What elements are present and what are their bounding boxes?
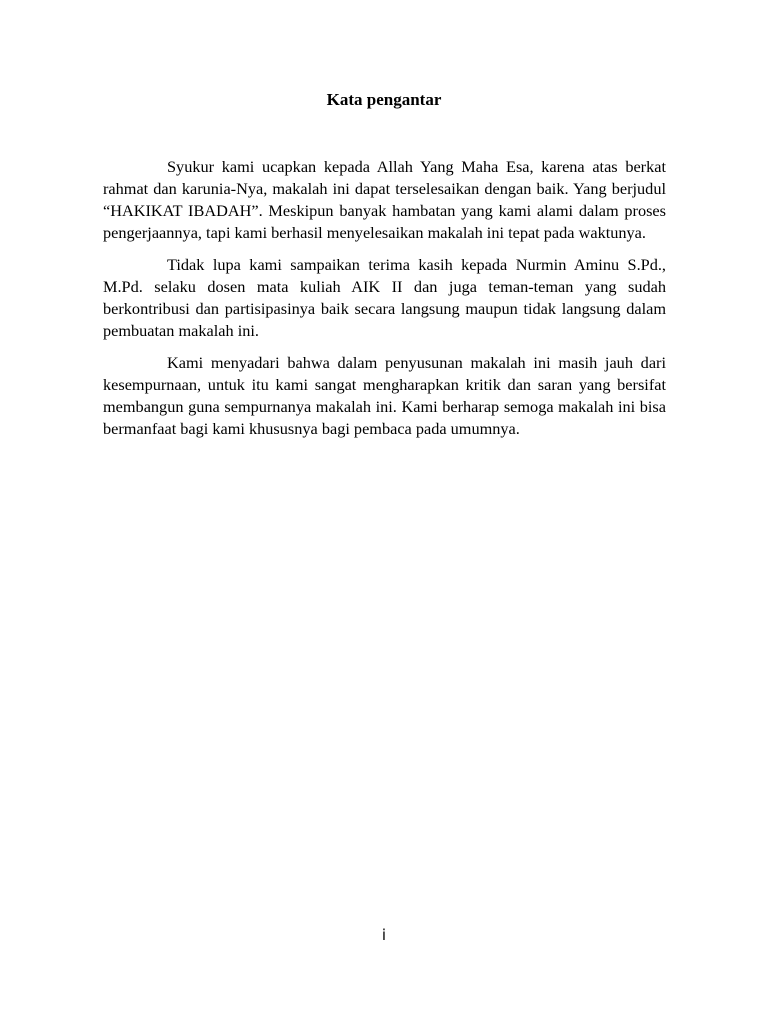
paragraph-2: Tidak lupa kami sampaikan terima kasih kepada Nurmin Aminu S.Pd., M.Pd. selaku dosen mata kuliah AIK II dan juga teman-teman yang sudah berkontribusi dan partisipasinya baik secara langsung maupun tidak langsung dalam pembuatan makalah ini. <box>103 255 666 340</box>
page-number: i <box>381 926 387 944</box>
paragraph-3: Kami menyadari bahwa dalam penyusunan makalah ini masih jauh dari kesempurnaan, untuk itu kami sangat mengharapkan kritik dan saran yang bersifat membangun guna sempurnanya makalah ini. Kami berharap semoga makalah ini bisa bermanfaat bagi kami khususnya bagi pembaca pada umumnya. <box>103 353 666 438</box>
document-body <box>103 156 666 450</box>
paragraph-1: Syukur kami ucapkan kepada Allah Yang Maha Esa, karena atas berkat rahmat dan karunia-Nya, makalah ini dapat terselesaikan dengan baik. Yang berjudul “HAKIKAT IBADAH”. Meskipun banyak hambatan yang kami alami dalam proses pengerjaannya, tapi kami berhasil menyelesaikan makalah ini tepat pada waktunya. <box>103 157 666 242</box>
page-title: Kata pengantar <box>326 90 442 109</box>
